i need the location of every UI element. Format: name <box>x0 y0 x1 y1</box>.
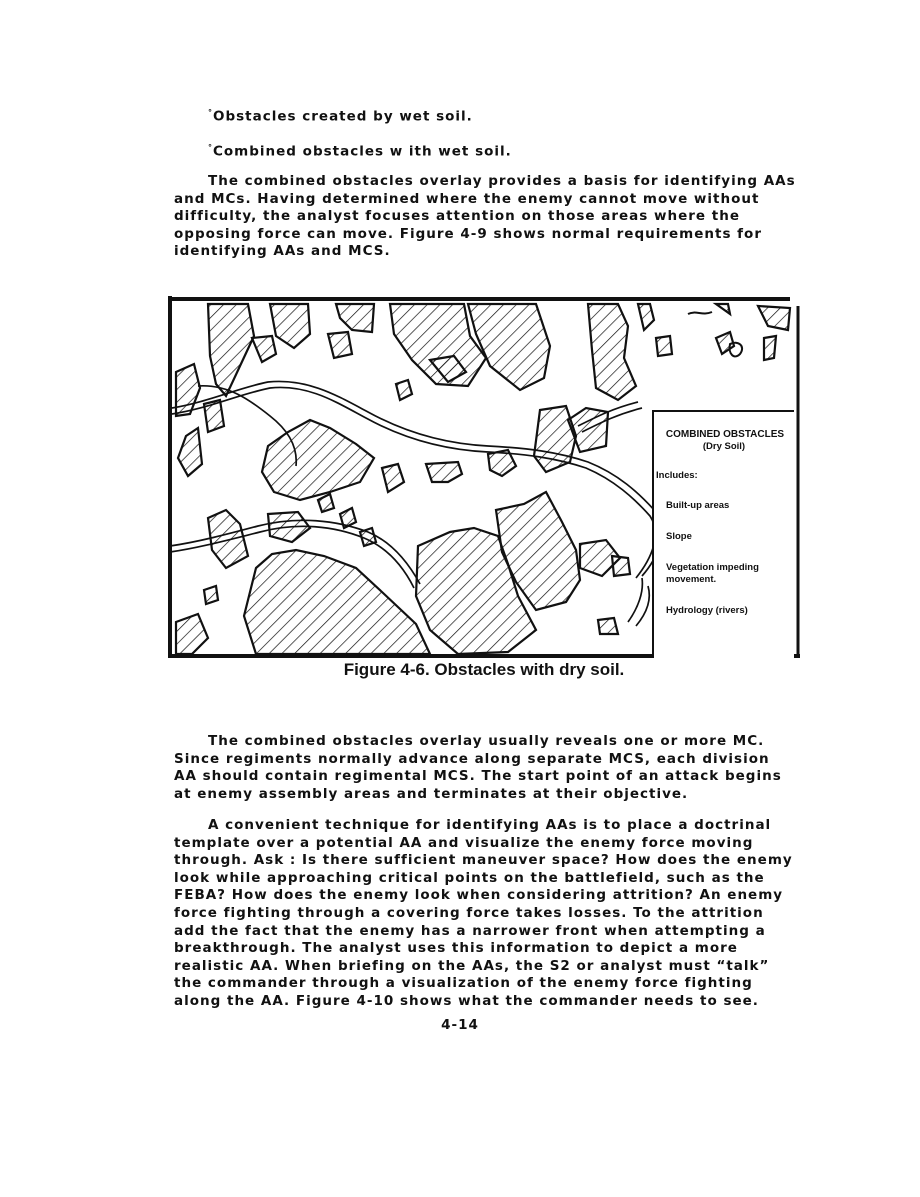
figure-legend <box>652 410 794 658</box>
legend-item: Hydrology (rivers) <box>666 605 748 616</box>
legend-item: Vegetation impeding movement. <box>666 562 759 585</box>
paragraph: A convenient technique for identifying AAs is to place a doctrinal template over a potential AA and visualize the enemy force moving through. Ask : Is there sufficient maneuver space? How does the enemy look while approaching critical points on the battlefield, such as the FEBA? How does the enemy look when considering attrition? An enemy force fighting through a covering force takes losses. To the attrition add the fact that the enemy has a narrower front when attempting a breakthrough. The analyst uses this information to depict a more realistic AA. When briefing on the AAs, the S2 or analyst must “talk” the commander through a visualization of the enemy force fighting along the AA. Figure 4-10 shows what the commander needs to see. <box>174 817 793 1009</box>
paragraph: The combined obstacles overlay usually reveals one or more MC. Since regiments normally advance along separate MCS, each division AA should contain regimental MCS. The start point of an attack begins at enemy assembly areas and terminates at their objective. <box>174 733 782 802</box>
page-number: 4-14 <box>441 1017 479 1033</box>
bullet-item: °Obstacles created by wet soil. <box>208 108 473 125</box>
legend-includes: Includes: <box>656 470 698 481</box>
legend-item: Built-up areas <box>666 500 730 511</box>
legend-subtitle: (Dry Soil) <box>702 441 746 452</box>
figure-caption: Figure 4-6. Obstacles with dry soil. <box>343 660 625 679</box>
obstacle-map-figure <box>168 296 800 658</box>
bullet-item: °Combined obstacles w ith wet soil. <box>208 143 512 160</box>
paragraph: The combined obstacles overlay provides a basis for identifying AAs and MCs. Having determined where the enemy cannot move without difficulty, the analyst focuses attention on those areas where the opposing force can move. Figure 4-9 shows normal requirements for identifying AAs and MCS. <box>174 173 796 260</box>
legend-title: COMBINED OBSTACLES <box>665 429 785 440</box>
legend-item: Slope <box>666 531 692 542</box>
